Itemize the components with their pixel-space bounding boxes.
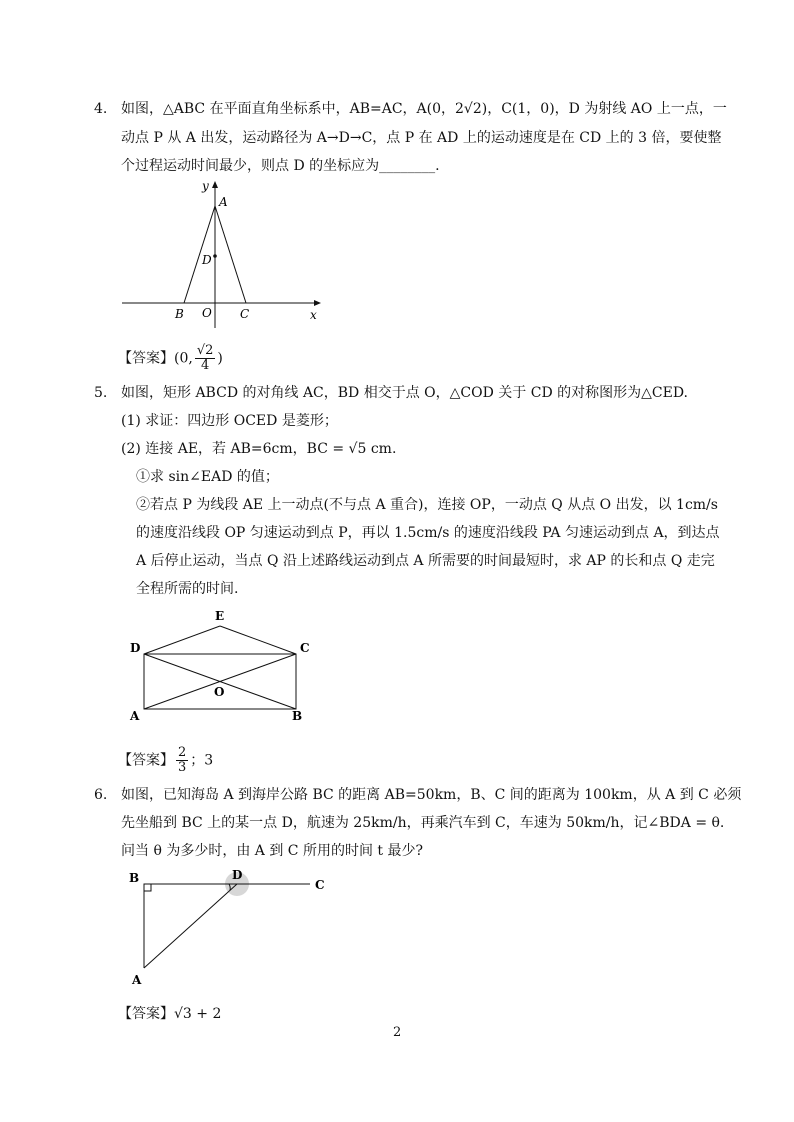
y-axis-arrow [212,181,218,188]
answer-denominator: 3 [178,760,187,775]
answer-suffix: ) [217,350,223,367]
problem-4-line-2: 动点 P 从 A 出发，运动路径为 A→D→C，点 P 在 AD 上的运动速度是在 CD 上的 3 倍，要使整 [121,130,722,146]
answer-numerator: 2 [178,745,187,760]
answer-fraction [176,746,188,775]
answer-label: 【答案】 [118,350,174,367]
segment-de [144,626,220,654]
problem-6-line-1: 如图，已知海岛 A 到海岸公路 BC 的距离 AB=50km，B、C 间的距离为 100km，从 A 到 C 必须 [121,787,742,803]
problem-5-line-6: 的速度沿线段 OP 匀速运动到点 P，再以 1.5cm/s 的速度沿线段 PA 匀速运动到点 A，到达点 [136,525,720,541]
problem-5-figure [126,606,316,728]
answer-denominator: 4 [200,358,210,373]
problem-6-number: 6. [94,787,108,803]
label-e: E [215,609,225,623]
problem-4-line-3: 个过程运动时间最少，则点 D 的坐标应为________. [121,158,440,174]
label-b: B [129,871,140,885]
problem-5-line-5: ②若点 P 为线段 AE 上一动点(不与点 A 重合)，连接 OP，一动点 Q 从点 O 出发，以 1cm/s [136,497,718,513]
answer-label: 【答案】 [118,1006,174,1022]
problem-6-line-3: 问当 θ 为多少时，由 A 到 C 所用的时间 t 最少? [121,843,423,859]
problem-5-answer [118,746,213,775]
right-angle-mark [144,884,151,891]
answer-prefix: (0, [174,350,193,367]
problem-5-line-1: 如图，矩形 ABCD 的对角线 AC，BD 相交于点 O，△COD 关于 CD 的对称图形为△CED. [121,385,688,401]
label-c: C [300,641,310,655]
problem-5-line-4: ①求 sin∠EAD 的值； [136,469,279,485]
label-d: D [130,641,141,655]
label-a: A [130,709,140,723]
label-a: A [219,195,228,209]
label-y: y [202,179,209,193]
x-axis-arrow [314,300,321,306]
label-x: x [310,308,317,322]
label-c: C [315,878,325,892]
segment-ac [215,206,246,303]
problem-6-answer [118,1004,221,1024]
answer-label: 【答案】 [118,752,174,769]
answer-numerator: √2 [196,343,214,358]
label-o: O [214,685,225,699]
label-c: C [240,307,250,321]
problem-5-line-3: (2) 连接 AE，若 AB=6cm，BC = √5 cm. [121,441,397,457]
label-a: A [132,973,142,987]
segment-ad [144,884,237,968]
problem-5-line-2: (1) 求证：四边形 OCED 是菱形； [121,413,338,429]
problem-6-line-2: 先坐船到 BC 上的某一点 D，航速为 25km/h，再乘汽车到 C，车速为 50km/h，记∠BDA = θ. [121,815,725,831]
problem-5-line-7: A 后停止运动，当点 Q 沿上述路线运动到点 A 所需要的时间最短时，求 AP 的长和点 Q 走完 [136,553,715,569]
page-number: 2 [393,1025,402,1040]
problem-4-line-1: 如图，△ABC 在平面直角坐标系中，AB=AC，A(0，2√2)，C(1，0)，D 为射线 AO 上一点，一 [121,101,727,117]
problem-4-number: 4. [94,101,108,117]
answer-text: √3 + 2 [174,1006,222,1022]
answer-fraction [195,344,216,373]
label-d: D [232,868,243,882]
problem-4-answer [118,344,223,373]
problem-5-line-8: 全程所需的时间. [136,581,239,597]
point-d [213,254,217,258]
problem-4-figure [118,178,328,328]
problem-5-number: 5. [94,385,108,401]
label-d: D [202,253,212,267]
label-b: B [292,709,303,723]
label-o: O [202,306,212,320]
segment-ce [220,626,296,654]
answer-suffix: ；3 [190,752,214,769]
label-b: B [175,307,184,321]
problem-6-figure [124,866,336,990]
